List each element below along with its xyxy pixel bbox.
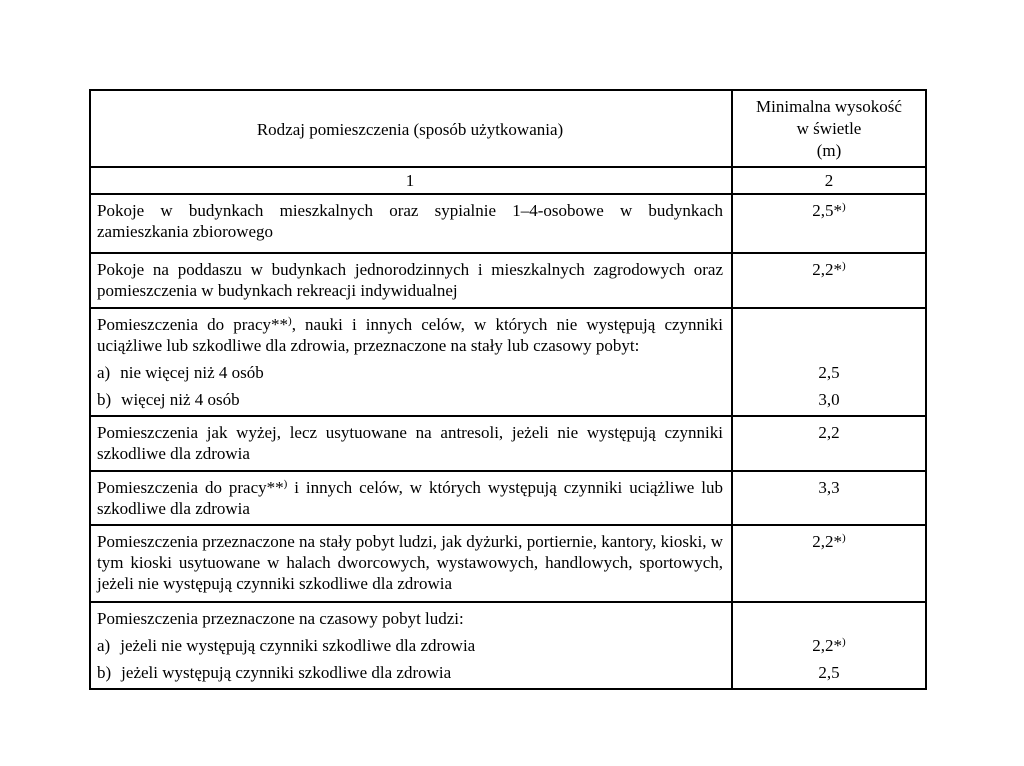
table-row [91,415,925,470]
cell-room-type [91,526,733,601]
footnote-marker: ) [288,315,292,327]
value-text: 2,2* [812,260,843,279]
value-text: 2,2 [818,423,840,442]
header-min-height [733,91,925,166]
cell-min-height-empty [733,603,925,629]
row-text: Pomieszczenia jak wyżej, lecz usytuowane na antresoli, jeżeli nie występują czynniki szkodliwe dla zdrowia [97,423,723,463]
value-footnote-marker: ) [842,636,846,648]
header-room-type [91,91,733,166]
column-number-2: 2 [824,171,834,190]
subitem-a-value [733,629,925,656]
value-text: 2,5* [812,201,843,220]
table-row-with-subitems [91,601,925,688]
subitem-text: nie więcej niż 4 osób [120,363,264,382]
row-text: Pokoje w budynkach mieszkalnych oraz sypialnie 1–4-osobowe w budynkach zamieszkania zbiorowego [97,201,723,241]
header-room-type-label: Rodzaj pomieszczenia (sposób użytkowania) [256,119,564,139]
cell-min-height-value [733,254,925,307]
cell-min-height-value [733,195,925,252]
subitem-marker: a) [97,636,111,655]
row-text: Pomieszczenia do pracy** [97,315,289,334]
value-footnote-marker: ) [842,260,846,272]
header-min-height-line2: w świetle [796,118,862,138]
table-row-with-subitems [91,307,925,415]
subitem-b-value [733,383,925,415]
row-text: Pomieszczenia przeznaczone na stały pobyt ludzi, jak dyżurki, portiernie, kantory, kioski, w tym kioski usytuowane w halach dworcowych, wystawowych, handlowych, sportowych, jeżeli nie występują czynniki szkodliwe dla zdrowia [97,532,723,593]
subitem-marker: a) [97,363,111,382]
value-text: 2,2* [812,532,843,551]
header-min-height-line3: (m) [816,140,842,160]
table-row [91,470,925,524]
table-row [91,524,925,601]
row-text: Pomieszczenia przeznaczone na czasowy pobyt ludzi: [97,609,464,628]
value-text: 3,3 [818,478,840,497]
subitem-b-value [733,656,925,688]
row-text-cont: , nauki i innych celów, w których nie występują czynniki uciążliwe lub szkodliwe dla zdrowia, przeznaczone na stały lub czasowy pobyt: [97,315,723,355]
cell-min-height-empty [733,309,925,356]
value-text: 2,5 [818,363,840,382]
cell-room-type [91,195,733,252]
cell-room-type-intro [91,603,733,629]
value-text: 3,0 [818,390,840,409]
cell-min-height-value [733,417,925,470]
cell-room-type [91,417,733,470]
subitem-text: jeżeli występują czynniki szkodliwe dla zdrowia [121,663,452,682]
subitem-text: więcej niż 4 osób [121,390,240,409]
cell-room-type [91,254,733,307]
header-min-height-line1: Minimalna wysokość [756,96,902,116]
row-text: Pokoje na poddaszu w budynkach jednorodzinnych i mieszkalnych zagrodowych oraz pomieszczenia w budynkach rekreacji indywidualnej [97,260,723,300]
cell-min-height-value [733,526,925,601]
cell-room-type-intro [91,309,733,356]
subitem-b [91,383,733,415]
value-footnote-marker: ) [842,532,846,544]
value-text: 2,2* [812,636,843,655]
subitem-text: jeżeli nie występują czynniki szkodliwe dla zdrowia [120,636,476,655]
cell-room-type [91,472,733,524]
subitem-a-value [733,356,925,383]
table-row [91,252,925,307]
subitem-a [91,356,733,383]
cell-min-height-value [733,472,925,524]
footnote-marker: ) [283,478,288,490]
column-numbering-row [91,166,925,193]
row-text: Pomieszczenia do pracy** [97,478,284,497]
subitem-marker: b) [97,663,112,682]
value-footnote-marker: ) [842,201,846,213]
row-text-cont: i innych celów, w których występują czynniki uciążliwe lub szkodliwe dla zdrowia [97,478,723,518]
column-number-1: 1 [91,168,733,193]
subitem-a [91,629,733,656]
min-room-height-table [89,89,927,690]
subitem-b [91,656,733,688]
table-header-row [91,91,925,166]
subitem-marker: b) [97,390,112,409]
value-text: 2,5 [818,663,840,682]
table-row [91,193,925,252]
